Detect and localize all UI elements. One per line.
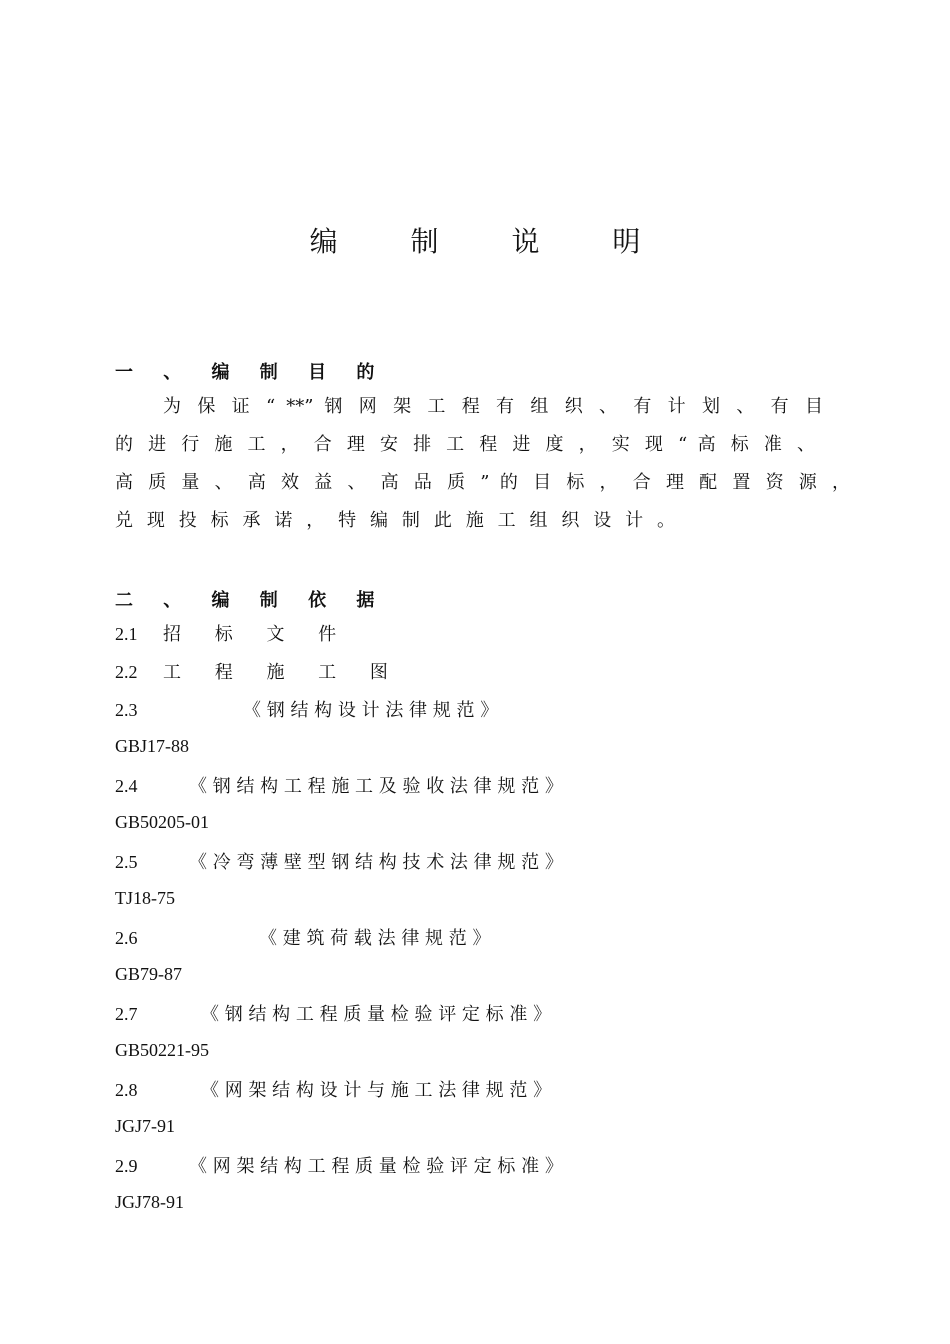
reference-item: 2.7 《 钢 结 构 工 程 质 量 检 验 评 定 标 准 》 xyxy=(115,1004,552,1025)
section-heading-basis: 二 、 编 制 依 据 xyxy=(115,590,387,611)
reference-item: 2.9 《 网 架 结 构 工 程 质 量 检 验 评 定 标 准 》 xyxy=(115,1156,563,1177)
paragraph-line-2: 的 进 行 施 工 ， 合 理 安 排 工 程 进 度 ， 实 现 “ 高 标 准 、 xyxy=(115,434,815,455)
standard-code: JGJ7-91 xyxy=(115,1116,176,1136)
standard-code: GBJ17-88 xyxy=(115,736,190,756)
reference-item: 2.4 《 钢 结 构 工 程 施 工 及 验 收 法 律 规 范 》 xyxy=(115,776,563,797)
standard-code: TJ18-75 xyxy=(115,888,175,908)
reference-item: 2.1 招 标 文 件 xyxy=(115,624,351,645)
reference-item: 2.2 工 程 施 工 图 xyxy=(115,662,402,683)
paragraph-line-4: 兑 现 投 标 承 诺 ， 特 编 制 此 施 工 组 织 设 计 。 xyxy=(115,510,675,531)
standard-code: GB50205-01 xyxy=(115,812,209,832)
paragraph-line-3: 高 质 量 、 高 效 益 、 高 品 质 ” 的 目 标 ， 合 理 配 置 资 源 ， xyxy=(115,472,850,493)
reference-item: 2.6 《 建 筑 荷 载 法 律 规 范 》 xyxy=(115,928,491,949)
reference-item: 2.3 《 钢 结 构 设 计 法 律 规 范 》 xyxy=(115,700,499,721)
section-heading-purpose: 一 、 编 制 目 的 xyxy=(115,362,387,383)
reference-item: 2.5 《 冷 弯 薄 壁 型 钢 结 构 技 术 法 律 规 范 》 xyxy=(115,852,563,873)
paragraph-line-1: 为 保 证 “ **” 钢 网 架 工 程 有 组 织 、 有 计 划 、 有 目 xyxy=(163,396,823,417)
page-title: 编 制 说 明 xyxy=(309,225,673,258)
standard-code: JGJ78-91 xyxy=(115,1192,185,1212)
standard-code: GB50221-95 xyxy=(115,1040,209,1060)
standard-code: GB79-87 xyxy=(115,964,182,984)
reference-item: 2.8 《 网 架 结 构 设 计 与 施 工 法 律 规 范 》 xyxy=(115,1080,552,1101)
